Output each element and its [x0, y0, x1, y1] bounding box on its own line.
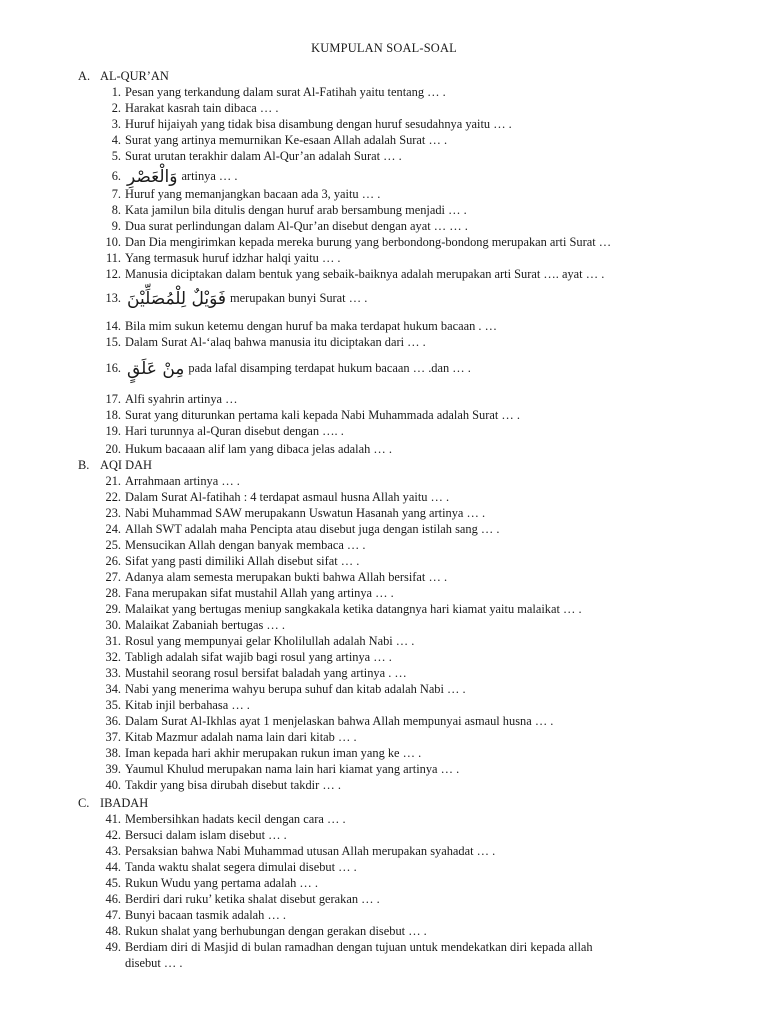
question-item [97, 218, 715, 234]
question-number: 6. [111, 169, 121, 183]
question-item [97, 489, 715, 505]
question-text: Fana merupakan sifat mustahil Allah yang artinya … . [125, 586, 394, 600]
question-text: Alfi syahrin artinya … [125, 392, 238, 406]
question-text: Sifat yang pasti dimiliki Allah disebut sifat … . [125, 554, 360, 568]
question-item [97, 777, 715, 793]
question-text: Allah SWT adalah maha Pencipta atau disebut juga dengan istilah sang … . [125, 522, 500, 536]
question-item [97, 250, 715, 266]
question-text: Iman kepada hari akhir merupakan rukun iman yang ke … . [125, 746, 422, 760]
question-number: 23. [105, 506, 121, 520]
question-number: 42. [105, 828, 121, 842]
question-number: 18. [105, 408, 121, 422]
section-letter: C. [78, 796, 90, 810]
question-text: Dan Dia mengirimkan kepada mereka burung yang berbondong-bondong merupakan arti Surat … [125, 235, 612, 249]
question-number: 8. [111, 203, 121, 217]
question-number: 24. [105, 522, 121, 536]
question-text: Tanda waktu shalat segera dimulai disebut … . [125, 860, 357, 874]
question-number: 26. [105, 554, 121, 568]
question-number: 30. [105, 618, 121, 632]
question-item [97, 505, 715, 521]
question-text: Surat yang diturunkan pertama kali kepada Nabi Muhammada adalah Surat … . [125, 408, 520, 422]
question-number: 27. [105, 570, 121, 584]
question-number: 32. [105, 650, 121, 664]
question-text: Hari turunnya al-Quran disebut dengan …. . [125, 424, 344, 438]
question-item [97, 891, 715, 907]
question-text: Bila mim sukun ketemu dengan huruf ba maka terdapat hukum bacaan . … [125, 319, 497, 333]
question-item [97, 585, 715, 601]
section-letter: A. [78, 69, 91, 83]
arabic-text: فَوَيْلٌ لِلْمُصَلِّيْنَ [127, 289, 226, 309]
question-item [97, 617, 715, 633]
question-text: Kitab Mazmur adalah nama lain dari kitab … . [125, 730, 357, 744]
question-number: 41. [105, 812, 121, 826]
question-item [97, 745, 715, 761]
question-text: Hukum bacaaan alif lam yang dibaca jelas adalah … . [125, 442, 392, 456]
section-letter: B. [78, 458, 90, 472]
question-number: 49. [105, 940, 121, 954]
section-heading [78, 795, 718, 811]
question-text: Surat yang artinya memurnikan Ke-esaan Allah adalah Surat … . [125, 133, 448, 147]
question-text: Manusia diciptakan dalam bentuk yang sebaik-baiknya adalah merupakan arti Surat …. ayat … . [125, 267, 605, 281]
question-text: Bersuci dalam islam disebut … . [125, 828, 287, 842]
question-item [97, 601, 715, 617]
question-item [97, 100, 715, 116]
question-text: Mustahil seorang rosul bersifat baladah yang artinya . … [125, 666, 407, 680]
question-item [97, 168, 715, 185]
question-item [97, 633, 715, 649]
question-text: pada lafal disamping terdapat hukum bacaan … .dan … . [188, 361, 471, 375]
question-text: Malaikat Zabaniah bertugas … . [125, 618, 285, 632]
question-number: 5. [111, 149, 121, 163]
question-number: 19. [105, 424, 121, 438]
question-number: 44. [105, 860, 121, 874]
question-text: Berdiri dari ruku’ ketika shalat disebut gerakan … . [125, 892, 380, 906]
section-name: IBADAH [100, 796, 149, 810]
question-text: Surat urutan terakhir dalam Al-Qur’an adalah Surat … . [125, 149, 402, 163]
question-number: 22. [105, 490, 121, 504]
question-item [97, 697, 715, 713]
question-number: 11. [105, 251, 121, 265]
question-item [97, 423, 715, 439]
question-number: 12. [105, 267, 121, 281]
question-item [97, 665, 715, 681]
question-text: Rukun Wudu yang pertama adalah … . [125, 876, 318, 890]
question-number: 16. [105, 361, 121, 375]
question-number: 37. [105, 730, 121, 744]
question-number: 3. [111, 117, 121, 131]
question-number: 28. [105, 586, 121, 600]
question-item [97, 266, 715, 282]
question-text: Dalam Surat Al-Ikhlas ayat 1 menjelaskan bahwa Allah mempunyai asmaul husna … . [125, 714, 554, 728]
question-number: 17. [105, 392, 121, 406]
question-item [97, 569, 715, 585]
question-text: artinya … . [181, 169, 238, 183]
question-text: Pesan yang terkandung dalam surat Al-Fatihah yaitu tentang … . [125, 85, 446, 99]
question-item [97, 391, 715, 407]
question-item [97, 148, 715, 164]
question-number: 48. [105, 924, 121, 938]
question-item [97, 290, 715, 307]
question-number: 15. [105, 335, 121, 349]
question-text: Nabi yang menerima wahyu berupa suhuf dan kitab adalah Nabi … . [125, 682, 466, 696]
question-item [97, 186, 715, 202]
question-item [97, 649, 715, 665]
question-number: 40. [105, 778, 121, 792]
question-text: Kata jamilun bila ditulis dengan huruf arab bersambung menjadi … . [125, 203, 467, 217]
question-text: Rukun shalat yang berhubungan dengan gerakan disebut … . [125, 924, 427, 938]
question-item [97, 473, 715, 489]
question-number: 39. [105, 762, 121, 776]
question-item [97, 521, 715, 537]
section-heading [78, 457, 718, 473]
question-text: Dalam Surat Al-‘alaq bahwa manusia itu diciptakan dari … . [125, 335, 426, 349]
question-number: 43. [105, 844, 121, 858]
question-text: Yaumul Khulud merupakan nama lain hari kiamat yang artinya … . [125, 762, 460, 776]
question-item [97, 360, 715, 377]
question-number: 25. [105, 538, 121, 552]
question-item [97, 334, 715, 350]
page-title: KUMPULAN SOAL-SOAL [311, 41, 457, 55]
question-text: Adanya alam semesta merupakan bukti bahwa Allah bersifat … . [125, 570, 448, 584]
question-text: Huruf hijaiyah yang tidak bisa disambung dengan huruf sesudahnya yaitu … . [125, 117, 512, 131]
question-item [97, 713, 715, 729]
question-number: 21. [105, 474, 121, 488]
question-item [97, 843, 715, 859]
section-heading [78, 68, 718, 84]
question-number: 36. [105, 714, 121, 728]
question-text: Bunyi bacaan tasmik adalah … . [125, 908, 287, 922]
question-text: Rosul yang mempunyai gelar Kholilullah adalah Nabi … . [125, 634, 415, 648]
question-item [97, 202, 715, 218]
question-text: Persaksian bahwa Nabi Muhammad utusan Allah merupakan syahadat … . [125, 844, 496, 858]
question-item [97, 84, 715, 100]
question-item [97, 729, 715, 745]
question-number: 1. [111, 85, 121, 99]
question-text: Arrahmaan artinya … . [125, 474, 240, 488]
question-text: Dalam Surat Al-fatihah : 4 terdapat asmaul husna Allah yaitu … . [125, 490, 450, 504]
question-item [97, 907, 715, 923]
question-number: 14. [105, 319, 121, 333]
question-item [97, 859, 715, 875]
question-text: Mensucikan Allah dengan banyak membaca … . [125, 538, 366, 552]
question-text: Kitab injil berbahasa … . [125, 698, 250, 712]
question-item [97, 681, 715, 697]
question-item [97, 875, 715, 891]
question-number: 29. [105, 602, 121, 616]
question-number: 13. [105, 291, 121, 305]
question-item [97, 553, 715, 569]
question-number: 7. [111, 187, 121, 201]
section-name: AQI DAH [100, 458, 152, 472]
question-number: 38. [105, 746, 121, 760]
question-text: merupakan bunyi Surat … . [230, 291, 368, 305]
question-item [97, 407, 715, 423]
question-number: 31. [105, 634, 121, 648]
question-number: 46. [105, 892, 121, 906]
question-text: Berdiam diri di Masjid di bulan ramadhan dengan tujuan untuk mendekatkan diri kepada allah [125, 940, 593, 954]
section-name: AL-QUR’AN [100, 69, 169, 83]
question-text-continued: disebut … . [125, 956, 183, 971]
question-item [97, 537, 715, 553]
question-item [97, 318, 715, 334]
question-item [97, 811, 715, 827]
question-text: Tabligh adalah sifat wajib bagi rosul yang artinya … . [125, 650, 392, 664]
question-text: Dua surat perlindungan dalam Al-Qur’an disebut dengan ayat … … . [125, 219, 468, 233]
question-item [97, 116, 715, 132]
question-number: 2. [111, 101, 121, 115]
question-number: 35. [105, 698, 121, 712]
question-item [97, 234, 715, 250]
question-text: Harakat kasrah tain dibaca … . [125, 101, 279, 115]
arabic-text: مِنْ عَلَقٍ [127, 359, 185, 379]
question-text: Yang termasuk huruf idzhar halqi yaitu … . [125, 251, 341, 265]
question-text: Nabi Muhammad SAW merupakann Uswatun Hasanah yang artinya … . [125, 506, 486, 520]
question-item [97, 761, 715, 777]
question-item [97, 132, 715, 148]
question-text: Takdir yang bisa dirubah disebut takdir … . [125, 778, 341, 792]
arabic-text: وَالْعَصْرِ [127, 167, 178, 187]
question-number: 4. [111, 133, 121, 147]
question-number: 34. [105, 682, 121, 696]
question-number: 47. [105, 908, 121, 922]
question-item [97, 939, 715, 972]
question-number: 20. [105, 442, 121, 456]
question-number: 33. [105, 666, 121, 680]
question-text: Huruf yang memanjangkan bacaan ada 3, yaitu … . [125, 187, 381, 201]
question-number: 10. [105, 235, 121, 249]
question-item [97, 827, 715, 843]
question-text: Membersihkan hadats kecil dengan cara … . [125, 812, 346, 826]
question-item [97, 923, 715, 939]
question-item [97, 441, 715, 457]
question-number: 45. [105, 876, 121, 890]
question-text: Malaikat yang bertugas meniup sangkakala ketika datangnya hari kiamat yaitu malaikat … . [125, 602, 582, 616]
question-number: 9. [111, 219, 121, 233]
